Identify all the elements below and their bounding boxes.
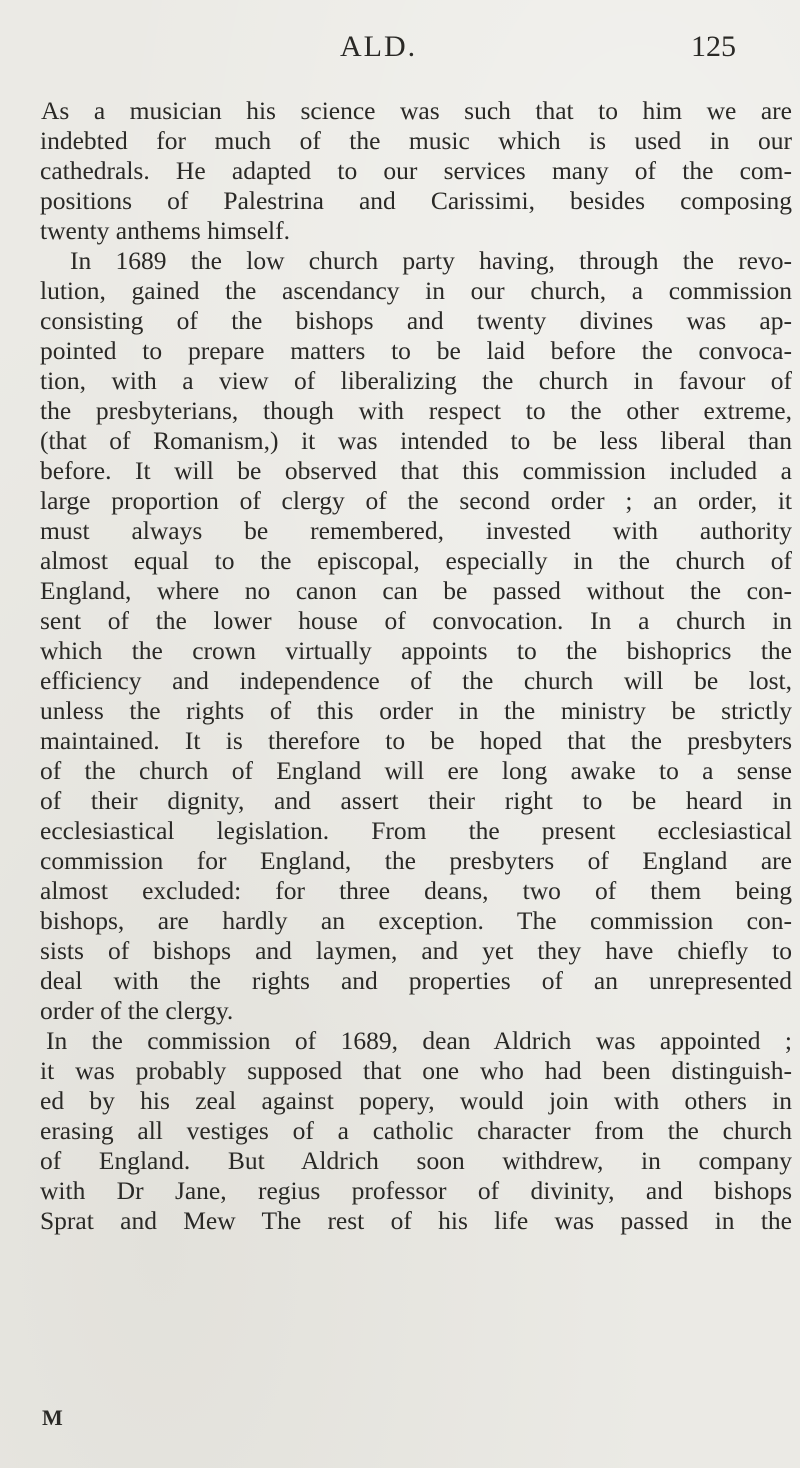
text-line: must always be remembered, invested with authority [40, 516, 792, 545]
text-line: twenty anthems himself. [40, 216, 290, 245]
text-line: ecclesiastical legislation. From the present ecclesiastical [40, 816, 792, 845]
signature-mark: M [42, 1405, 63, 1430]
text-line: which the crown virtually appoints to the bishoprics the [40, 636, 792, 665]
text-line: almost excluded: for three deans, two of them being [40, 876, 792, 905]
text-line: consisting of the bishops and twenty divines was ap- [40, 306, 792, 335]
text-line: bishops, are hardly an exception. The commission con- [40, 906, 792, 935]
text-line: order of the clergy. [40, 996, 234, 1025]
text-line: cathedrals. He adapted to our services many of the com- [40, 156, 792, 185]
text-line: large proportion of clergy of the second order ; an order, it [40, 486, 792, 515]
text-line: deal with the rights and properties of an unrepresented [40, 966, 792, 995]
text-line: the presbyterians, though with respect to the other extreme, [40, 396, 792, 425]
text-line: erasing all vestiges of a catholic character from the church [40, 1116, 792, 1145]
text-line: efficiency and independence of the church will be lost, [40, 666, 792, 695]
text-line: lution, gained the ascendancy in our church, a commission [40, 276, 792, 305]
text-line: positions of Palestrina and Carissimi, besides composing [40, 186, 792, 215]
text-line: sists of bishops and laymen, and yet they have chiefly to [40, 936, 792, 965]
text-line: tion, with a view of liberalizing the church in favour of [40, 366, 792, 395]
text-line: commission for England, the presbyters of England are [40, 846, 792, 875]
running-head [0, 30, 800, 70]
page-number: 125 [691, 30, 736, 63]
text-line: In the commission of 1689, dean Aldrich was appointed ; [46, 1026, 792, 1055]
text-line: pointed to prepare matters to be laid before the convoca- [40, 336, 792, 365]
text-line: of their dignity, and assert their right to be heard in [40, 786, 792, 815]
text-line: before. It will be observed that this commission included a [40, 456, 792, 485]
text-line: indebted for much of the music which is used in our [40, 126, 792, 155]
text-line: In 1689 the low church party having, through the revo- [70, 246, 792, 275]
text-line: of the church of England will ere long awake to a sense [40, 756, 792, 785]
text-line: almost equal to the episcopal, especially in the church of [40, 546, 792, 575]
text-line: of England. But Aldrich soon withdrew, in company [40, 1146, 792, 1175]
text-line: with Dr Jane, regius professor of divinity, and bishops [40, 1176, 792, 1205]
body-text [40, 96, 792, 1236]
text-line: maintained. It is therefore to be hoped that the presbyters [40, 726, 792, 755]
text-line: As a musician his science was such that to him we are [41, 96, 792, 125]
text-line: (that of Romanism,) it was intended to be less liberal than [40, 426, 792, 455]
text-line: it was probably supposed that one who had been distinguish- [40, 1056, 792, 1085]
text-line: England, where no canon can be passed without the con- [40, 576, 792, 605]
text-line: unless the rights of this order in the ministry be strictly [40, 696, 792, 725]
text-line: ed by his zeal against popery, would join with others in [40, 1086, 792, 1115]
running-title: ALD. [340, 30, 418, 63]
text-line: Sprat and Mew The rest of his life was passed in the [40, 1206, 792, 1235]
text-line: sent of the lower house of convocation. In a church in [40, 606, 792, 635]
